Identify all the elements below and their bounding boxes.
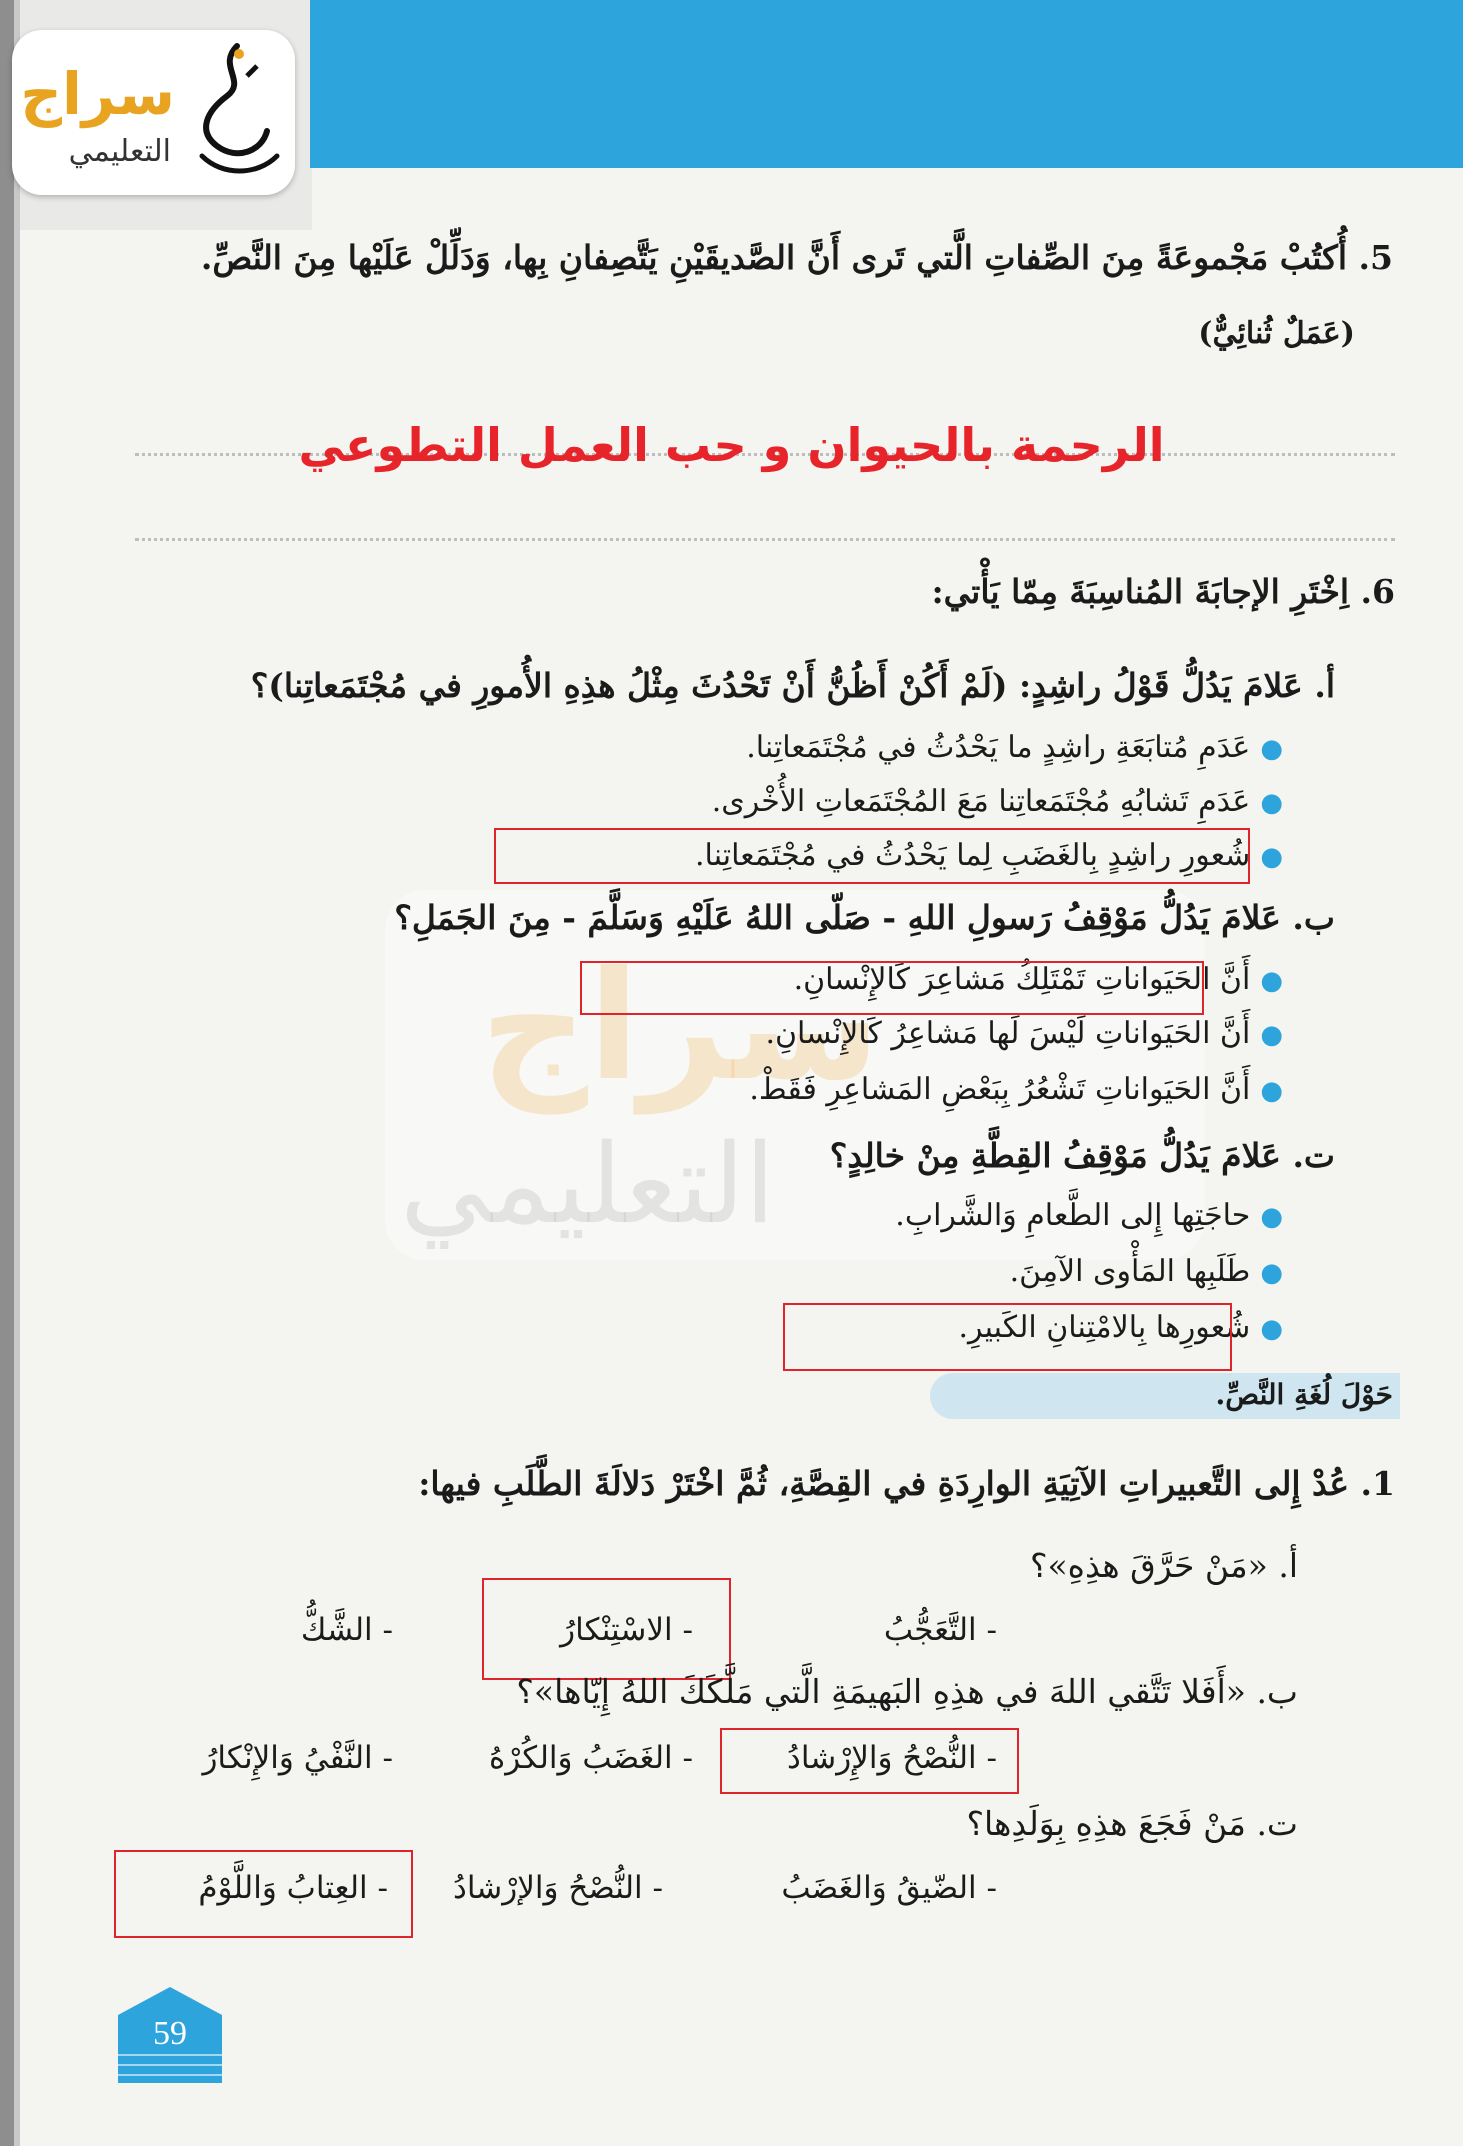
watermark-logo-name: سراج bbox=[480, 940, 881, 1114]
option-6c-3: ●شُعورِها بِالامْتِنانِ الكَبيرِ. bbox=[958, 1310, 1283, 1345]
section-title: الرحمة بالحيوان و حب العمل التطوعي bbox=[298, 418, 1165, 472]
question-1c: ت. مَنْ فَجَعَ هذِهِ بِوَلَدِها؟ bbox=[966, 1804, 1298, 1843]
choice-1a-2: - الاسْتِنْكارُ bbox=[560, 1612, 693, 1648]
choice-1a-1: - التَّعَجُّبُ bbox=[883, 1612, 997, 1648]
option-6b-1: ●أَنَّ الحَيَواناتِ تَمْتَلِكُ مَشاعِرَ كَالإِنْسانِ. bbox=[793, 962, 1283, 997]
bullet-icon: ● bbox=[1260, 1258, 1283, 1288]
bullet-icon: ● bbox=[1260, 1314, 1283, 1344]
bullet-icon: ● bbox=[1260, 1202, 1283, 1232]
choice-1b-1: - النُّصْحُ وَالإِرْشادُ bbox=[787, 1740, 997, 1776]
bullet-icon: ● bbox=[1260, 788, 1283, 818]
answer-highlight-1b bbox=[720, 1728, 1019, 1794]
bullet-icon: ● bbox=[1260, 966, 1283, 996]
choice-1b-3: - النَّفْيُ وَالإِنْكارُ bbox=[202, 1740, 393, 1776]
page-edge-inner bbox=[14, 0, 20, 2146]
bullet-icon: ● bbox=[1260, 1020, 1283, 1050]
option-6b-3: ●أَنَّ الحَيَواناتِ تَشْعُرُ بِبَعْضِ المَشاعِرِ فَقَطْ. bbox=[749, 1072, 1283, 1107]
question-5-note: (عَمَلٌ ثُنائِيٌّ) bbox=[1198, 316, 1355, 351]
option-6c-1: ●حاجَتِها إِلى الطَّعامِ وَالشَّرابِ. bbox=[895, 1198, 1283, 1233]
question-5: 5. أُكتُبْ مَجْموعَةً مِنَ الصِّفاتِ الَّتي تَرى أَنَّ الصَّديقَيْنِ يَتَّصِفانِ بِها، وَدَلِّلْ عَلَيْها مِنَ النَّصِّ. bbox=[200, 238, 1393, 277]
bullet-icon: ● bbox=[1260, 842, 1283, 872]
header-blue-band bbox=[310, 0, 1463, 168]
question-6c: ت. عَلامَ يَدُلُّ مَوْقِفُ القِطَّةِ مِنْ خالِدٍ؟ bbox=[829, 1136, 1335, 1175]
question-6: 6. اِخْتَرِ الإجابَةَ المُناسِبَةَ مِمّا يَأْتي: bbox=[931, 572, 1395, 611]
option-6c-2: ●طَلَبِها المَأْوى الآمِنَ. bbox=[1009, 1254, 1283, 1289]
choice-1c-3: - العِتابُ وَاللَّوْمُ bbox=[198, 1870, 388, 1906]
question-6b: ب. عَلامَ يَدُلُّ مَوْقِفُ رَسولِ اللهِ - صَلّى اللهُ عَلَيْهِ وَسَلَّمَ - مِنَ الجَمَلِ؟ bbox=[394, 898, 1335, 937]
page-number: 59 bbox=[153, 2015, 187, 2052]
page-edge bbox=[0, 0, 14, 2146]
answer-highlight-1a bbox=[482, 1578, 731, 1680]
answer-highlight-6b bbox=[580, 961, 1204, 1015]
bullet-icon: ● bbox=[1260, 1076, 1283, 1106]
section-header-language: حَوْلَ لُغَةِ النَّصِّ. bbox=[1215, 1378, 1393, 1411]
question-1a: أ. «مَنْ حَرَّقَ هذِهِ»؟ bbox=[1029, 1546, 1298, 1585]
option-6a-3: ●شُعورِ راشِدٍ بِالغَضَبِ لِما يَحْدُثُ في مُجْتَمَعاتِنا. bbox=[695, 838, 1283, 873]
answer-highlight-6a bbox=[494, 828, 1250, 884]
logo-name: سراج bbox=[20, 60, 175, 128]
watermark-logo-subtitle: التعليمي bbox=[400, 1120, 776, 1248]
choice-1b-2: - الغَضَبُ وَالكُرْهُ bbox=[488, 1740, 693, 1776]
question-1b: ب. «أَفَلا تَتَّقي اللهَ في هذِهِ البَهيمَةِ الَّتي مَلَّكَكَ اللهُ إِيّاها»؟ bbox=[516, 1672, 1298, 1711]
choice-1c-2: - النُّصْحُ وَالإرْشادُ bbox=[453, 1870, 663, 1906]
option-6b-2: ●أَنَّ الحَيَواناتِ لَيْسَ لَها مَشاعِرُ كَالإِنْسانِ. bbox=[765, 1016, 1283, 1051]
logo-subtitle: التعليمي bbox=[68, 134, 171, 169]
option-6a-1: ●عَدَمِ مُتابَعَةِ راشِدٍ ما يَحْدُثُ في مُجْتَمَعاتِنا. bbox=[746, 730, 1283, 765]
choice-1a-3: - الشَّكُّ bbox=[300, 1612, 393, 1648]
answer-highlight-6c bbox=[783, 1303, 1232, 1371]
question-6a: أ. عَلامَ يَدُلُّ قَوْلُ راشِدٍ: (لَمْ أَكُنْ أَظُنُّ أَنْ تَحْدُثَ مِثْلُ هذِهِ الأُمورِ في مُجْتَمَعاتِنا)؟ bbox=[250, 666, 1335, 705]
divider-bottom bbox=[135, 538, 1395, 541]
bullet-icon: ● bbox=[1260, 734, 1283, 764]
question-1: 1. عُدْ إِلى التَّعبيراتِ الآتِيَةِ الوارِدَةِ في القِصَّةِ، ثُمَّ اخْتَرْ دَلالَةَ الطَّلَبِ فيها: bbox=[418, 1464, 1395, 1503]
calligraphy-logo-icon bbox=[177, 36, 285, 186]
answer-highlight-1c bbox=[114, 1850, 413, 1938]
choice-1c-1: - الضّيقُ وَالغَضَبُ bbox=[781, 1870, 997, 1906]
option-6a-2: ●عَدَمِ تَشابُهِ مُجْتَمَعاتِنا مَعَ المُجْتَمَعاتِ الأُخْرى. bbox=[711, 784, 1283, 819]
logo bbox=[12, 30, 295, 195]
